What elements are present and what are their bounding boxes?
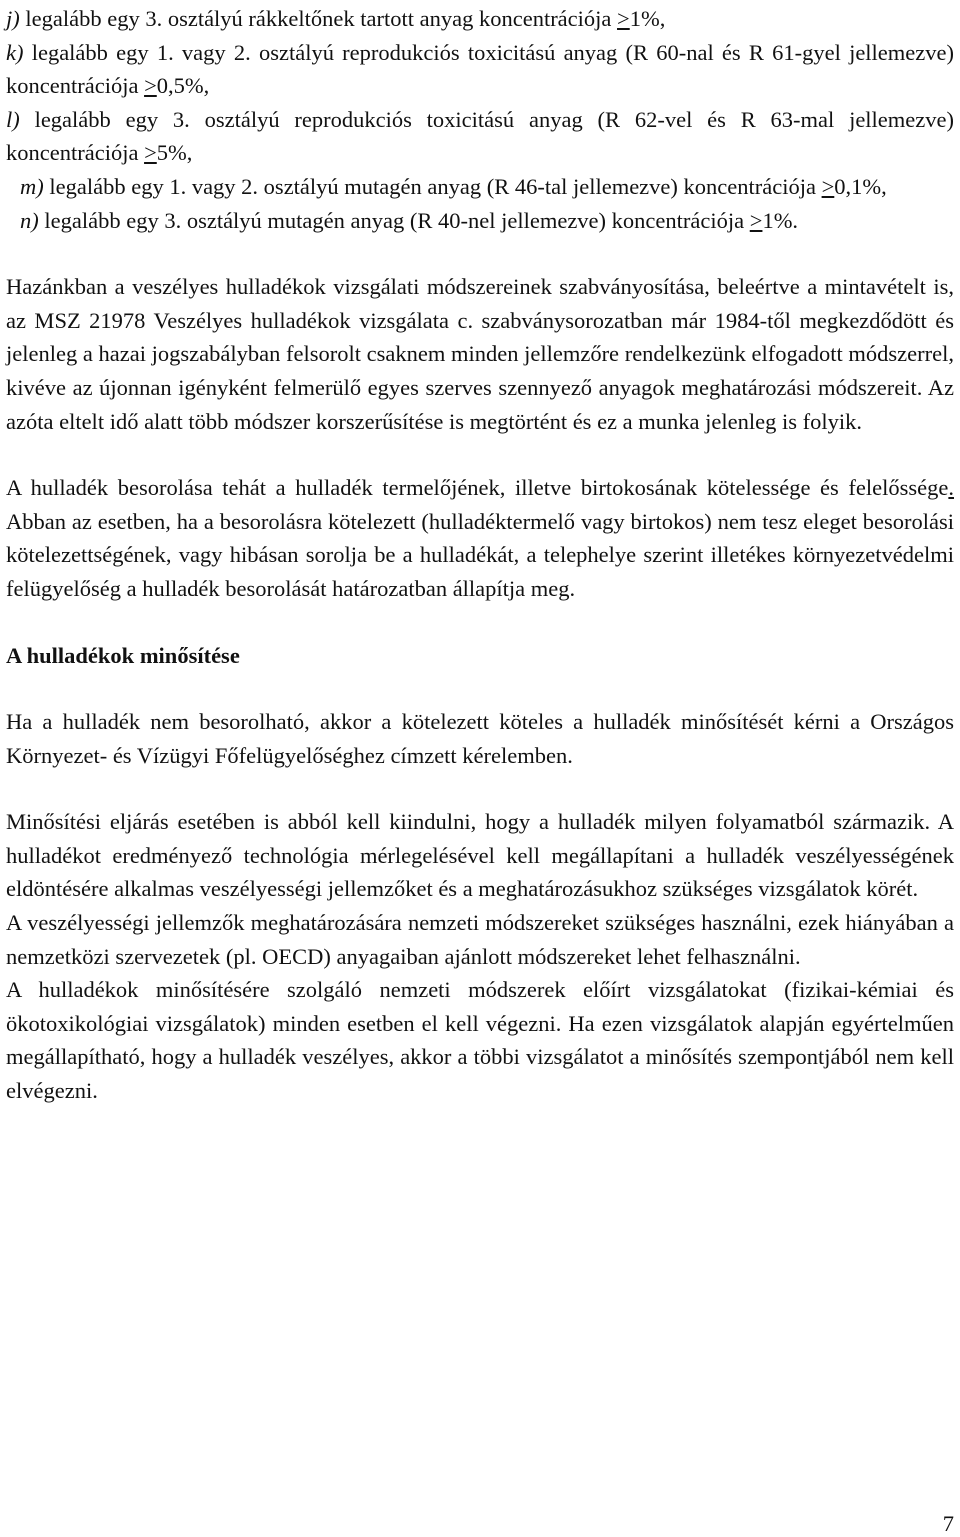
list-item-label: n) — [20, 207, 39, 233]
list-item — [6, 36, 954, 103]
list-item-mark: > — [144, 73, 157, 99]
list-item-text: legalább egy 1. vagy 2. osztályú reprodukciós toxicitású anyag (R 60-nal és R 61-gyel jellemezve) koncentrációja — [6, 39, 954, 99]
paragraph-text: A hulladék besorolása tehát a hulladék termelőjének, illetve birtokosának kötelessége és felelőssége — [6, 475, 949, 501]
list-item-mark: > — [144, 140, 157, 166]
page-number: 7 — [942, 1511, 954, 1536]
list-item-label: k) — [6, 39, 24, 65]
list-item-text: legalább egy 3. osztályú reprodukciós toxicitású anyag (R 62-vel és R 63-mal jellemezve) koncentrációja — [6, 106, 954, 166]
list-item-value: 0,5%, — [156, 73, 210, 99]
list-item-text: legalább egy 3. osztályú rákkeltőnek tartott anyag koncentrációja — [19, 6, 618, 31]
list-item-mark: > — [749, 207, 763, 233]
underlined-period: . — [948, 475, 954, 501]
list-item-mark: > — [617, 6, 630, 31]
paragraph-qualification-request: Ha a hulladék nem besorolható, akkor a kötelezett köteles a hulladék minősítését kérni a Országos Környezet- és Vízügyi Főfelügyelőséghez címzett kérelemben. — [6, 709, 954, 768]
paragraph-qualification-procedure: Minősítési eljárás esetében is abból kell kiindulni, hogy a hulladék milyen folyamatból származik. A hulladékot eredményező technológia mérlegelésével kell megállapítani a hulladék veszélyességének eldöntésére alkalmas veszélyességi jellemzőket és a meghatározásukhoz szükséges vizsgálatok körét. — [6, 809, 954, 902]
list-item-label: j) — [6, 6, 20, 31]
list-item-mark: > — [821, 173, 835, 199]
paragraph-text: Abban az esetben, ha a besorolásra kötelezett (hulladéktermelő vagy birtokos) nem tesz eleget besorolási kötelezettségének, vagy hibásan sorolja be a hulladékát, a telephelye szerint illetékes környezetvédelmi felügyelőség a hulladék besorolását határozatban állapítja meg. — [6, 508, 954, 601]
list-item-value: 5%, — [156, 140, 193, 166]
list-item-value: 1%. — [762, 207, 799, 233]
list-item-text: legalább egy 3. osztályú mutagén anyag (R 40-nel jellemezve) koncentrációja — [38, 207, 750, 233]
list-item — [6, 204, 954, 238]
list-item — [6, 170, 954, 204]
paragraph-standards: Hazánkban a veszélyes hulladékok vizsgálati módszereinek szabványosítása, beleértve a mintavételt is, az MSZ 21978 Veszélyes hulladékok vizsgálata c. szabványsorozatban már 1984-től megkezdődött és jelenleg a hazai jogszabályban felsorolt csaknem minden jellemzőre rendelkezünk elfogadott módszerrel, kivéve az újonnan igényként felmerülő egyes szerves szennyező anyagok meghatározási módszereit. Az azóta eltelt idő alatt több módszer korszerűsítése is megtörtént és ez a munka jelenleg is folyik. — [6, 274, 954, 434]
paragraph-national-methods: A hulladékok minősítésére szolgáló nemzeti módszerek előírt vizsgálatokat (fizikai-kémiai és ökotoxikológiai vizsgálatok) minden esetben el kell végezni. Ha ezen vizsgálatok alapján egyértelműen megállapítható, hogy a hulladék veszélyes, akkor a többi vizsgálatot a minősítés szempontjából nem kell elvégezni. — [6, 977, 954, 1104]
paragraph-methods: A veszélyességi jellemzők meghatározására nemzeti módszereket szükséges használni, ezek hiányában a nemzetközi szervezetek (pl. OECD) anyagaiban ajánlott módszereket lehet felhasználni. — [6, 910, 954, 969]
list-item-label: m) — [20, 173, 44, 199]
list-item-text: legalább egy 1. vagy 2. osztályú mutagén anyag (R 46-tal jellemezve) koncentrációja — [43, 173, 822, 199]
list-item-value: 0,1%, — [834, 173, 887, 199]
list-item-label: l) — [6, 106, 20, 132]
list-item — [6, 2, 954, 36]
list-item-value: 1%, — [629, 6, 666, 31]
paragraph-classification — [6, 471, 954, 605]
section-heading: A hulladékok minősítése — [6, 642, 240, 668]
criteria-list — [6, 2, 954, 237]
list-item — [6, 103, 954, 170]
